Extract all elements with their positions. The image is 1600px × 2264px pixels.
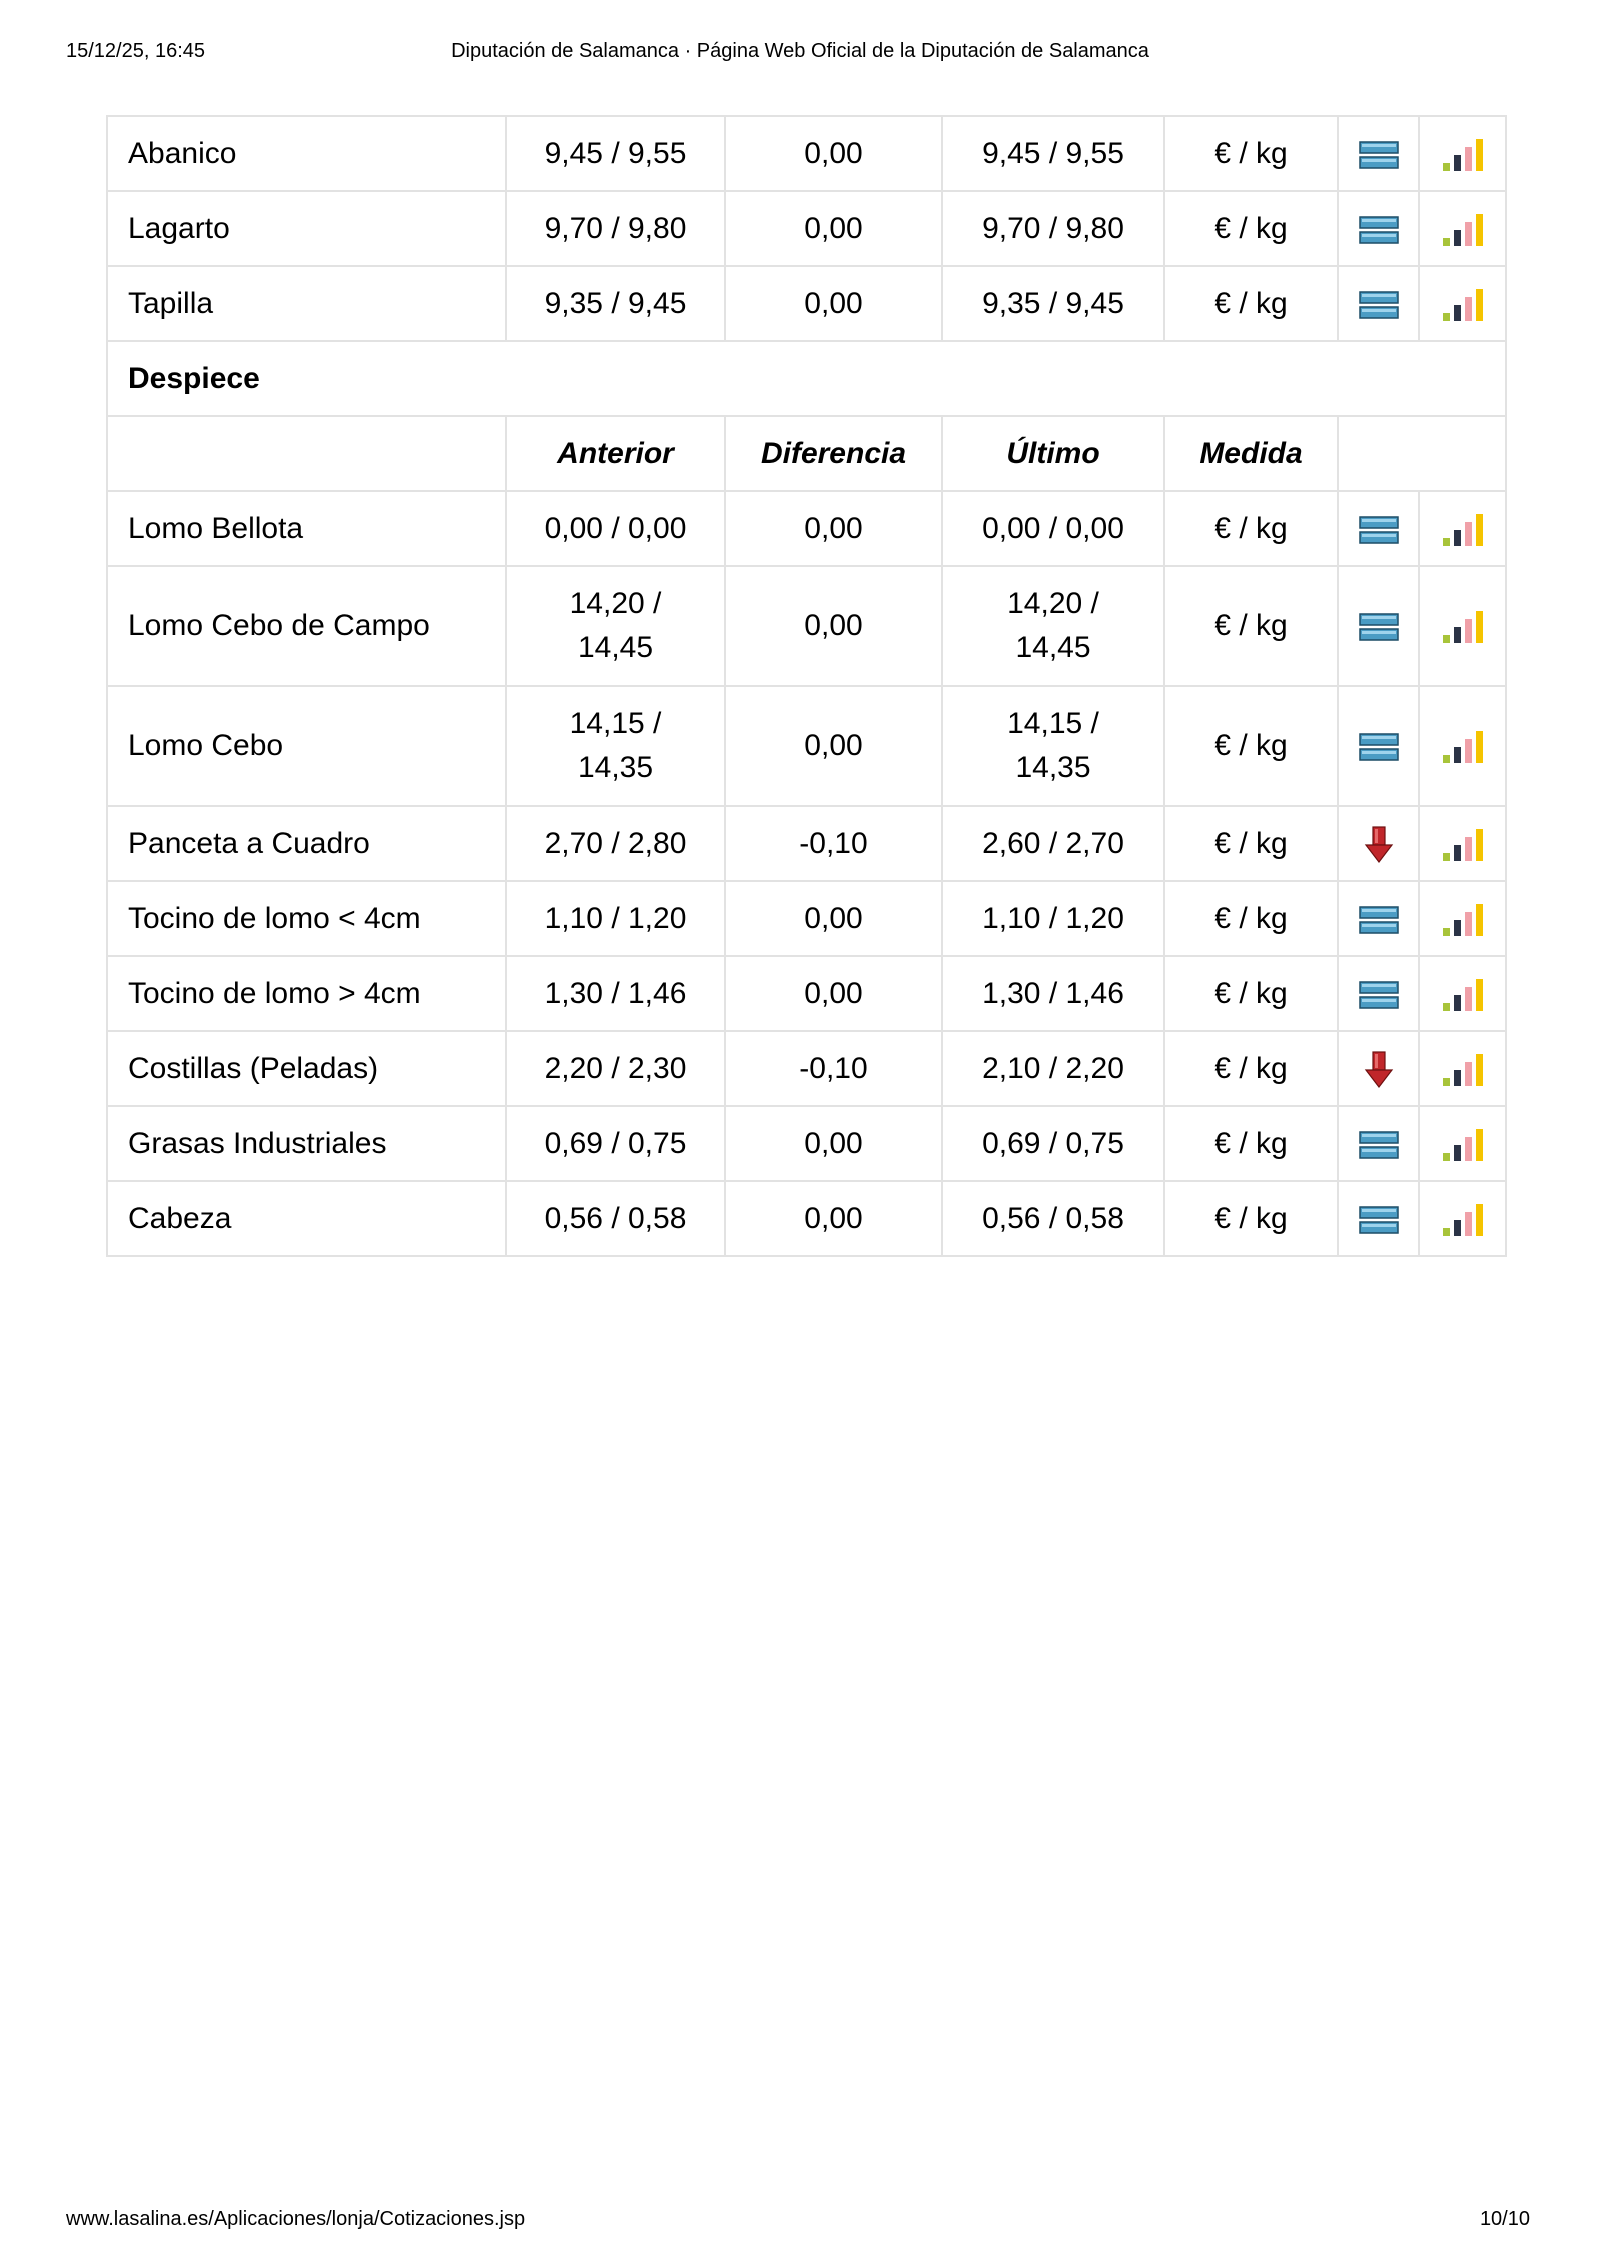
history-cell[interactable]	[1419, 1181, 1506, 1256]
medida-value: € / kg	[1164, 1031, 1338, 1106]
history-chart-link[interactable]	[1441, 609, 1485, 642]
trend-cell	[1338, 806, 1419, 881]
price-quotes-table	[106, 115, 1507, 1257]
anterior-value: 9,70 / 9,80	[506, 191, 725, 266]
history-chart-link[interactable]	[1441, 1127, 1485, 1160]
history-cell[interactable]	[1419, 1031, 1506, 1106]
print-footer	[66, 2208, 1534, 2238]
trend-cell	[1338, 191, 1419, 266]
equal-trend-icon	[1359, 215, 1399, 245]
trend-cell	[1338, 1031, 1419, 1106]
ultimo-value: 9,35 / 9,45	[942, 266, 1164, 341]
ultimo-value: 0,00 / 0,00	[942, 491, 1164, 566]
trend-cell	[1338, 956, 1419, 1031]
header-blank	[107, 416, 506, 491]
equal-trend-icon	[1359, 515, 1399, 545]
table-row	[107, 566, 1506, 686]
anterior-value: 9,45 / 9,55	[506, 116, 725, 191]
ultimo-value: 1,10 / 1,20	[942, 881, 1164, 956]
medida-value: € / kg	[1164, 686, 1338, 806]
print-url: www.lasalina.es/Aplicaciones/lonja/Cotizaciones.jsp	[66, 2208, 526, 2230]
anterior-value: 9,35 / 9,45	[506, 266, 725, 341]
product-name: Tocino de lomo < 4cm	[107, 881, 506, 956]
header-anterior: Anterior	[506, 416, 725, 491]
trend-cell	[1338, 881, 1419, 956]
ultimo-value-line2: 14,35	[1015, 751, 1091, 784]
equal-trend-icon	[1359, 612, 1399, 642]
header-diferencia: Diferencia	[725, 416, 942, 491]
bar-chart-icon	[1441, 1202, 1485, 1238]
diferencia-value: 0,00	[725, 1181, 942, 1256]
trend-indicator	[1359, 1202, 1399, 1235]
diferencia-value: -0,10	[725, 806, 942, 881]
equal-trend-icon	[1359, 140, 1399, 170]
diferencia-value: 0,00	[725, 116, 942, 191]
history-chart-link[interactable]	[1441, 1202, 1485, 1235]
anterior-value	[506, 686, 725, 806]
page-number: 10/10	[1479, 2208, 1530, 2230]
trend-cell	[1338, 116, 1419, 191]
history-chart-link[interactable]	[1441, 212, 1485, 245]
diferencia-value: 0,00	[725, 1106, 942, 1181]
column-header-row	[107, 416, 1506, 491]
ultimo-value	[942, 686, 1164, 806]
equal-trend-icon	[1359, 980, 1399, 1010]
diferencia-value: 0,00	[725, 566, 942, 686]
table-row	[107, 806, 1506, 881]
trend-indicator	[1359, 729, 1399, 762]
table-row	[107, 1106, 1506, 1181]
history-chart-link[interactable]	[1441, 977, 1485, 1010]
table-row	[107, 956, 1506, 1031]
anterior-value: 1,10 / 1,20	[506, 881, 725, 956]
medida-value: € / kg	[1164, 956, 1338, 1031]
anterior-value-line2: 14,45	[577, 631, 654, 664]
product-name: Lomo Bellota	[107, 491, 506, 566]
bar-chart-icon	[1441, 137, 1485, 173]
down-arrow-trend-icon	[1364, 1050, 1394, 1090]
product-name: Lomo Cebo de Campo	[107, 566, 506, 686]
anterior-value	[506, 566, 725, 686]
equal-trend-icon	[1359, 1130, 1399, 1160]
history-cell[interactable]	[1419, 266, 1506, 341]
ultimo-value-line1: 14,15 /	[1007, 707, 1099, 740]
table-row	[107, 491, 1506, 566]
trend-cell	[1338, 266, 1419, 341]
anterior-value: 0,69 / 0,75	[506, 1106, 725, 1181]
diferencia-value: 0,00	[725, 956, 942, 1031]
history-cell[interactable]	[1419, 1106, 1506, 1181]
product-name: Tocino de lomo > 4cm	[107, 956, 506, 1031]
ultimo-value: 9,45 / 9,55	[942, 116, 1164, 191]
diferencia-value: 0,00	[725, 266, 942, 341]
trend-indicator	[1364, 827, 1394, 860]
bar-chart-icon	[1441, 827, 1485, 863]
history-cell[interactable]	[1419, 566, 1506, 686]
bar-chart-icon	[1441, 729, 1485, 765]
medida-value: € / kg	[1164, 116, 1338, 191]
bar-chart-icon	[1441, 1127, 1485, 1163]
table-row	[107, 191, 1506, 266]
product-name: Costillas (Peladas)	[107, 1031, 506, 1106]
ultimo-value-line2: 14,45	[1015, 631, 1091, 664]
anterior-value-line2: 14,35	[577, 751, 654, 784]
ultimo-value: 1,30 / 1,46	[942, 956, 1164, 1031]
header-blank-icons	[1338, 416, 1506, 491]
equal-trend-icon	[1359, 1205, 1399, 1235]
bar-chart-icon	[1441, 977, 1485, 1013]
equal-trend-icon	[1359, 905, 1399, 935]
print-header	[66, 40, 1534, 70]
ultimo-value: 2,10 / 2,20	[942, 1031, 1164, 1106]
trend-indicator	[1359, 512, 1399, 545]
history-chart-link[interactable]	[1441, 137, 1485, 170]
product-name: Grasas Industriales	[107, 1106, 506, 1181]
diferencia-value: 0,00	[725, 191, 942, 266]
product-name: Tapilla	[107, 266, 506, 341]
history-cell[interactable]	[1419, 116, 1506, 191]
medida-value: € / kg	[1164, 191, 1338, 266]
anterior-value: 2,20 / 2,30	[506, 1031, 725, 1106]
medida-value: € / kg	[1164, 1106, 1338, 1181]
table-row	[107, 1181, 1506, 1256]
anterior-value: 2,70 / 2,80	[506, 806, 725, 881]
bar-chart-icon	[1441, 902, 1485, 938]
down-arrow-trend-icon	[1364, 825, 1394, 865]
medida-value: € / kg	[1164, 881, 1338, 956]
print-datetime: 15/12/25, 16:45	[66, 40, 206, 62]
header-medida: Medida	[1164, 416, 1338, 491]
section-title: Despiece	[107, 341, 1506, 416]
trend-indicator	[1359, 977, 1399, 1010]
table-row	[107, 686, 1506, 806]
product-name: Lomo Cebo	[107, 686, 506, 806]
product-name: Cabeza	[107, 1181, 506, 1256]
bar-chart-icon	[1441, 212, 1485, 248]
trend-cell	[1338, 1181, 1419, 1256]
table-row	[107, 881, 1506, 956]
anterior-value-line1: 14,15 /	[569, 707, 662, 740]
trend-cell	[1338, 1106, 1419, 1181]
trend-cell	[1338, 686, 1419, 806]
trend-indicator	[1359, 212, 1399, 245]
trend-indicator	[1359, 609, 1399, 642]
product-name: Abanico	[107, 116, 506, 191]
equal-trend-icon	[1359, 732, 1399, 762]
ultimo-value-line1: 14,20 /	[1007, 587, 1099, 620]
trend-indicator	[1359, 1127, 1399, 1160]
history-cell[interactable]	[1419, 956, 1506, 1031]
history-cell[interactable]	[1419, 881, 1506, 956]
history-chart-link[interactable]	[1441, 1052, 1485, 1085]
history-chart-link[interactable]	[1441, 902, 1485, 935]
table-row	[107, 1031, 1506, 1106]
history-chart-link[interactable]	[1441, 287, 1485, 320]
ultimo-value: 2,60 / 2,70	[942, 806, 1164, 881]
trend-cell	[1338, 491, 1419, 566]
ultimo-value: 0,69 / 0,75	[942, 1106, 1164, 1181]
table-row	[107, 266, 1506, 341]
section-row	[107, 341, 1506, 416]
ultimo-value	[942, 566, 1164, 686]
anterior-value-line1: 14,20 /	[569, 587, 662, 620]
equal-trend-icon	[1359, 290, 1399, 320]
diferencia-value: 0,00	[725, 491, 942, 566]
product-name: Lagarto	[107, 191, 506, 266]
medida-value: € / kg	[1164, 806, 1338, 881]
table-row	[107, 116, 1506, 191]
history-chart-link[interactable]	[1441, 512, 1485, 545]
ultimo-value: 9,70 / 9,80	[942, 191, 1164, 266]
header-ultimo: Último	[942, 416, 1164, 491]
diferencia-value: 0,00	[725, 881, 942, 956]
bar-chart-icon	[1441, 609, 1485, 645]
product-name: Panceta a Cuadro	[107, 806, 506, 881]
history-cell[interactable]	[1419, 686, 1506, 806]
medida-value: € / kg	[1164, 566, 1338, 686]
history-chart-link[interactable]	[1441, 827, 1485, 860]
trend-cell	[1338, 566, 1419, 686]
bar-chart-icon	[1441, 1052, 1485, 1088]
medida-value: € / kg	[1164, 491, 1338, 566]
diferencia-value: -0,10	[725, 1031, 942, 1106]
medida-value: € / kg	[1164, 266, 1338, 341]
trend-indicator	[1359, 287, 1399, 320]
ultimo-value: 0,56 / 0,58	[942, 1181, 1164, 1256]
medida-value: € / kg	[1164, 1181, 1338, 1256]
history-cell[interactable]	[1419, 191, 1506, 266]
bar-chart-icon	[1441, 512, 1485, 548]
trend-indicator	[1364, 1052, 1394, 1085]
anterior-value: 1,30 / 1,46	[506, 956, 725, 1031]
anterior-value: 0,00 / 0,00	[506, 491, 725, 566]
bar-chart-icon	[1441, 287, 1485, 323]
anterior-value: 0,56 / 0,58	[506, 1181, 725, 1256]
print-page-title: Diputación de Salamanca · Página Web Oficial de la Diputación de Salamanca	[451, 40, 1149, 62]
history-chart-link[interactable]	[1441, 729, 1485, 762]
trend-indicator	[1359, 902, 1399, 935]
trend-indicator	[1359, 137, 1399, 170]
diferencia-value: 0,00	[725, 686, 942, 806]
history-cell[interactable]	[1419, 806, 1506, 881]
history-cell[interactable]	[1419, 491, 1506, 566]
